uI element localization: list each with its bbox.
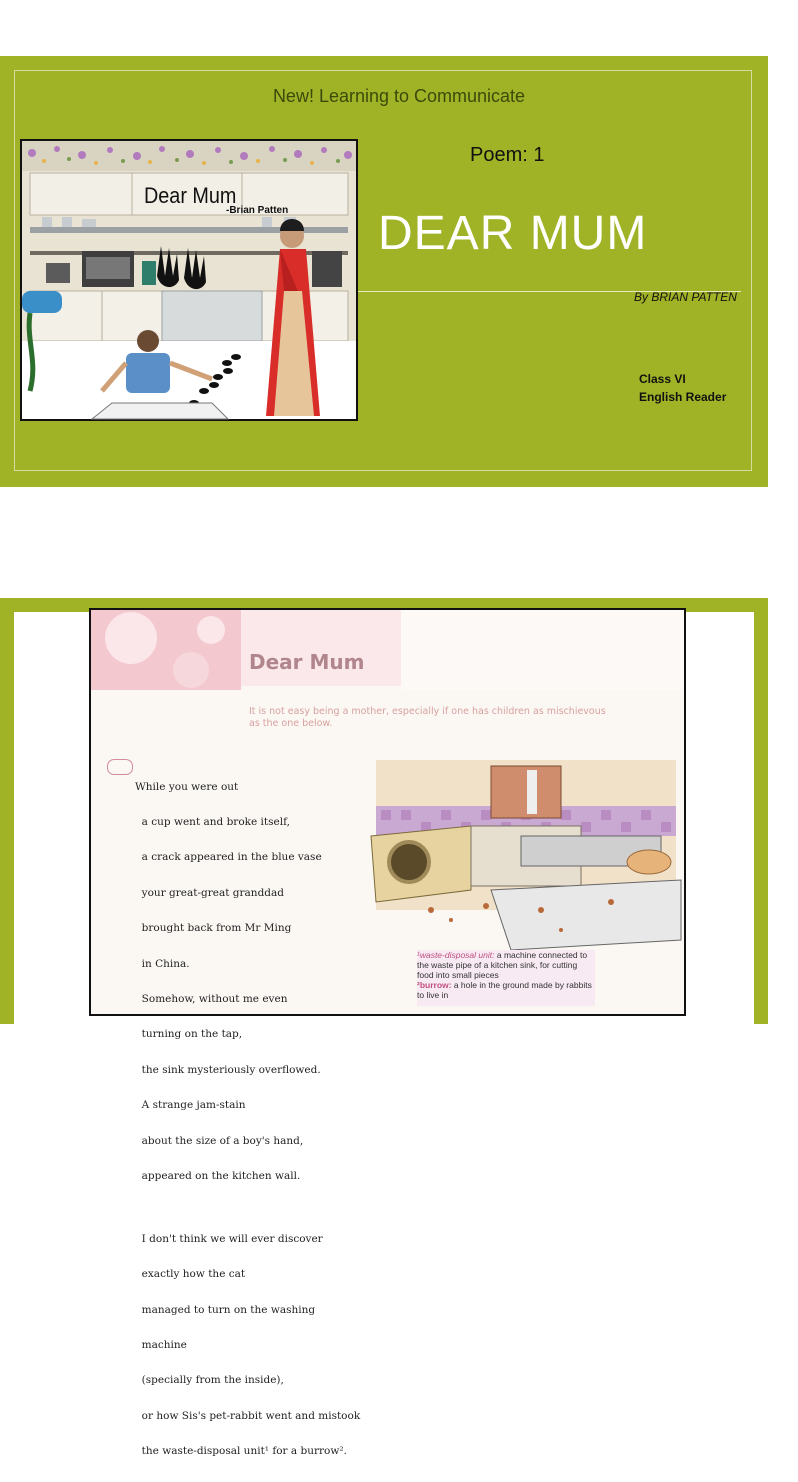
page-title: Dear Mum [249, 650, 365, 674]
speaker-icon [107, 759, 133, 775]
poem-line: managed to turn on the washing [135, 1303, 316, 1316]
poem-line: machine [135, 1339, 187, 1352]
poem-title: DEAR MUM [378, 207, 648, 260]
reader-label: English Reader [639, 390, 727, 404]
class-info [639, 370, 726, 406]
illustration-title: Dear Mum [144, 183, 237, 208]
stanza-gap [135, 1206, 360, 1210]
poem-line: the sink mysteriously overflowed. [135, 1063, 321, 1076]
poem-author: By BRIAN PATTEN [634, 290, 737, 304]
poem-line: your great-great granddad [135, 886, 284, 899]
cover-illustration [20, 139, 358, 421]
page-intro: It is not easy being a mother, especially if one has children as mischievous as the one below. [249, 706, 606, 729]
poem-line: I don't think we will ever discover [135, 1232, 323, 1245]
poem-text [135, 758, 360, 1482]
class-label: Class VI [639, 372, 686, 386]
poem-number: Poem: 1 [470, 144, 545, 166]
textbook-page-scan [89, 608, 686, 1458]
poem-line: about the size of a boy's hand, [135, 1134, 304, 1147]
poem-line: While you were out [135, 780, 239, 793]
title-slide [0, 56, 768, 487]
poem-line: brought back from Mr Ming [135, 922, 292, 935]
poem-line: (specially from the inside), [135, 1374, 284, 1387]
poem-line: Somehow, without me even [135, 992, 288, 1005]
poem-line: in China. [135, 957, 190, 970]
poem-line: the waste-disposal unit¹ for a burrow². [135, 1445, 347, 1458]
poem-line: A strange jam-stain [135, 1099, 246, 1112]
poem-line: or how Sis's pet-rabbit went and mistook [135, 1409, 361, 1422]
glossary-term: ²burrow: [417, 980, 452, 990]
poem-line: a cup went and broke itself, [135, 815, 290, 828]
glossary-definition: a hole in the ground made by rabbits to live in [417, 980, 592, 1000]
poem-line: appeared on the kitchen wall. [135, 1169, 301, 1182]
illustration-author: -Brian Patten [226, 205, 289, 216]
poem-line: a crack appeared in the blue vase [135, 851, 322, 864]
glossary-term: ¹waste-disposal unit: [417, 950, 495, 960]
glossary-box [417, 950, 595, 1006]
course-header: New! Learning to Communicate [272, 86, 526, 106]
poem-line: exactly how the cat [135, 1268, 246, 1281]
poem-line: turning on the tap, [135, 1028, 243, 1041]
glossary-definition: a machine connected to the waste pipe of a kitchen sink, for cutting food into small pieces [417, 950, 588, 980]
